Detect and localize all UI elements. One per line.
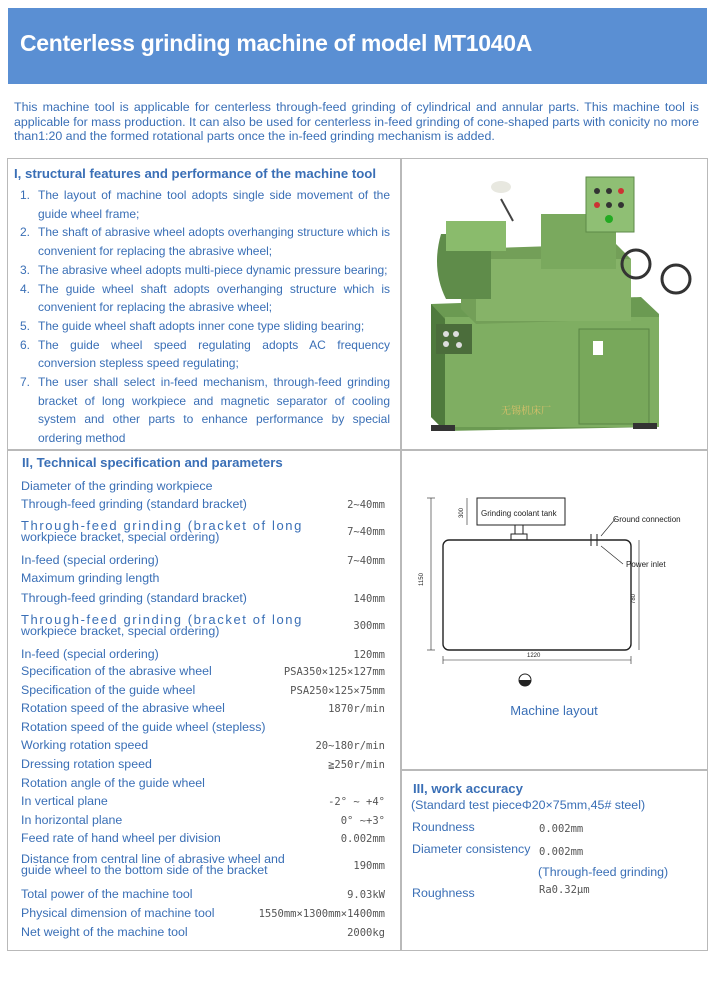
- features-title: I, structural features and performance of the machine tool: [14, 166, 376, 181]
- spec-label: In vertical plane: [21, 794, 108, 808]
- title-banner: [8, 8, 707, 84]
- accuracy-panel: [400, 769, 708, 951]
- features-list: [20, 186, 390, 448]
- spec-value: ≧250r/min: [328, 759, 385, 771]
- spec-label: [21, 612, 303, 638]
- feature-item: [20, 186, 390, 223]
- spec-value: 0.002mm: [340, 833, 385, 845]
- feature-text: The layout of machine tool adopts single side movement of the guide wheel frame;: [38, 188, 390, 221]
- feature-item: [20, 373, 390, 448]
- spec-label-line2: workpiece bracket, special ordering): [21, 624, 220, 638]
- spec-label: [21, 518, 303, 544]
- spec-label: Working rotation speed: [21, 738, 149, 752]
- feature-number: 4.: [20, 281, 31, 296]
- machine-nameplate: 无锡机床厂: [501, 406, 551, 417]
- spec-label: Net weight of the machine tool: [21, 925, 188, 939]
- spec-label: Rotation speed of the abrasive wheel: [21, 701, 225, 715]
- spec-label-line2: workpiece bracket, special ordering): [21, 530, 220, 544]
- spec-label: [21, 852, 285, 877]
- feature-item: [20, 280, 390, 317]
- machine-body-outline: [443, 540, 631, 650]
- dimension-780: 780: [631, 593, 637, 604]
- spec-value: 0° ~+3°: [340, 815, 385, 827]
- feature-text: The guide wheel shaft adopts inner cone type sliding bearing;: [38, 318, 365, 333]
- spec-value: 120mm: [353, 649, 385, 661]
- diameter-consistency-label: Diameter consistency: [412, 842, 531, 856]
- intro-paragraph: This machine tool is applicable for centerless through-feed grinding of cylindrical and annular parts. This machine tool is applicable for mass production. It can also be used for centerless in-feed grinding of cone-shaped parts with conicity no more than1:20 and the formed rotational parts once the in-feed grinding mechanism is added.: [14, 100, 699, 143]
- spec-value: 9.03kW: [347, 889, 385, 901]
- spec-value: 300mm: [353, 620, 385, 632]
- machine-photo: [401, 159, 707, 450]
- spec-label: Rotation speed of the guide wheel (stepless): [21, 720, 266, 734]
- ground-connection-label: Ground connection: [613, 515, 681, 524]
- feature-text: The guide wheel speed regulating adopts AC frequency conversion stepless speed regulating;: [38, 337, 390, 371]
- layout-caption: Machine layout: [510, 703, 598, 718]
- spec-label: Physical dimension of machine tool: [21, 906, 215, 920]
- feature-number: 5.: [20, 318, 31, 333]
- spec-label-line1: Through-feed grinding (bracket of long: [21, 612, 303, 627]
- spec-value: 2~40mm: [347, 499, 385, 511]
- spec-value: -2° ~ +4°: [328, 796, 385, 808]
- spec-label: Specification of the abrasive wheel: [21, 664, 212, 678]
- spec-value: 1550mm×1300mm×1400mm: [258, 908, 385, 920]
- feature-text: The guide wheel shaft adopts overhanging structure which is convenient for replacing the abrasive wheel;: [38, 281, 390, 315]
- coolant-tank-label: Grinding coolant tank: [481, 509, 557, 518]
- machine-layout-diagram: [401, 490, 707, 730]
- spec-label: Specification of the guide wheel: [21, 683, 196, 697]
- accuracy-subtitle: (Standard test pieceΦ20×75mm,45# steel): [411, 798, 646, 812]
- through-feed-note: (Through-feed grinding): [538, 865, 669, 879]
- spec-label: Total power of the machine tool: [21, 887, 193, 901]
- roughness-label: Roughness: [412, 886, 475, 900]
- feature-text: The abrasive wheel adopts multi-piece dynamic pressure bearing;: [38, 262, 388, 277]
- roundness-label: Roundness: [412, 820, 475, 834]
- feature-number: 3.: [20, 262, 31, 277]
- spec-value: 2000kg: [347, 927, 385, 939]
- dimension-1150: 1150: [419, 573, 425, 586]
- spec-label: Feed rate of hand wheel per division: [21, 831, 221, 845]
- dimension-300: 300: [459, 507, 465, 518]
- spec-label: Through-feed grinding (standard bracket): [21, 497, 247, 511]
- spec-value: PSA350×125×127mm: [283, 666, 385, 678]
- roughness-value: Ra0.32μm: [539, 884, 590, 896]
- specs-panel: [7, 449, 402, 951]
- feature-number: 2.: [20, 225, 31, 240]
- layout-diagram-panel: [400, 449, 708, 771]
- feature-item: [20, 336, 390, 373]
- spec-label-line2: guide wheel to the bottom side of the bracket: [21, 863, 268, 877]
- page-title: Centerless grinding machine of model MT1040A: [20, 30, 533, 56]
- spec-value: 7~40mm: [347, 526, 385, 538]
- machine-photo-panel: [400, 158, 708, 451]
- spec-value: 20~180r/min: [315, 740, 385, 752]
- feature-number: 7.: [20, 375, 31, 390]
- feature-item: [20, 317, 390, 336]
- dimension-1220: 1220: [527, 653, 541, 659]
- spec-value: 140mm: [353, 593, 385, 605]
- spec-value: 190mm: [353, 860, 385, 872]
- spec-value: 7~40mm: [347, 555, 385, 567]
- spec-label-line1: Through-feed grinding (bracket of long: [21, 518, 303, 533]
- feature-text: The user shall select in-feed mechanism, through-feed grinding bracket of long workpiece and magnetic separator of cooling system and other parts to enhance performance by special ordering method: [38, 375, 390, 446]
- spec-label: Rotation angle of the guide wheel: [21, 776, 205, 790]
- spec-label: In horizontal plane: [21, 813, 123, 827]
- spec-value: PSA250×125×75mm: [290, 685, 385, 697]
- spec-label: Diameter of the grinding workpiece: [21, 479, 213, 493]
- spec-label: In-feed (special ordering): [21, 553, 159, 567]
- feature-number: 1.: [20, 188, 31, 202]
- spec-label: In-feed (special ordering): [21, 647, 159, 661]
- feature-text: The shaft of abrasive wheel adopts overhanging structure which is convenient for replacing the abrasive wheel;: [38, 225, 390, 259]
- feature-item: [20, 261, 390, 280]
- feature-item: [20, 223, 390, 260]
- specs-title: II, Technical specification and parameters: [22, 455, 283, 470]
- features-panel: [7, 158, 402, 451]
- spec-label-line1: Distance from central line of abrasive wheel and: [21, 852, 285, 866]
- roundness-value: 0.002mm: [539, 823, 584, 835]
- accuracy-title: III, work accuracy: [413, 781, 523, 796]
- power-inlet-label: Power inlet: [626, 560, 666, 569]
- spec-label: Maximum grinding length: [21, 571, 160, 585]
- spec-label: Dressing rotation speed: [21, 757, 152, 771]
- feature-number: 6.: [20, 337, 31, 352]
- spec-label: Through-feed grinding (standard bracket): [21, 591, 247, 605]
- spec-value: 1870r/min: [328, 703, 385, 715]
- diameter-consistency-value: 0.002mm: [539, 846, 584, 858]
